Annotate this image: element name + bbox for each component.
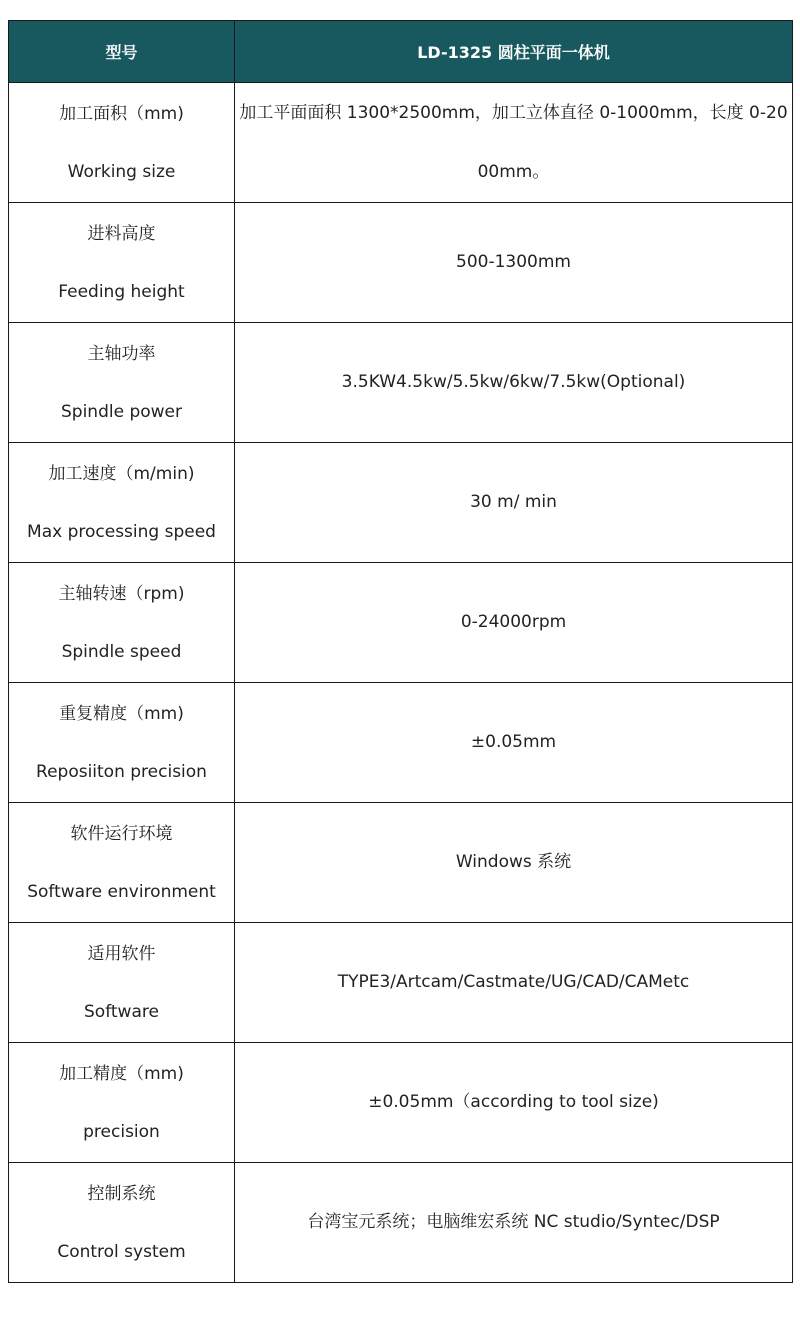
row-value-cell xyxy=(235,803,793,923)
row-value-cell xyxy=(235,1043,793,1163)
row-value-cell xyxy=(235,443,793,563)
row-value-cell xyxy=(235,83,793,203)
table-row xyxy=(9,683,793,803)
table-row xyxy=(9,203,793,323)
label-cn: 软件运行环境 xyxy=(70,823,173,844)
row-label-cell xyxy=(9,683,235,803)
value-text: 500-1300mm xyxy=(456,252,571,272)
table-row xyxy=(9,803,793,923)
value-text: 0-24000rpm xyxy=(460,612,567,632)
header-label-cell: 型号 xyxy=(9,21,235,83)
label-en: Spindle speed xyxy=(61,641,182,662)
table-row xyxy=(9,323,793,443)
value-text: TYPE3/Artcam/Castmate/UG/CAD/CAMetc xyxy=(337,972,690,992)
row-value-cell xyxy=(235,203,793,323)
header-model-cell: LD-1325 圆柱平面一体机 xyxy=(235,21,793,83)
row-label-cell xyxy=(9,443,235,563)
label-cn: 主轴转速（rpm) xyxy=(58,583,185,604)
label-cn: 进料高度 xyxy=(87,223,156,244)
label-en: Feeding height xyxy=(58,281,185,302)
table-row xyxy=(9,923,793,1043)
label-en: Max processing speed xyxy=(27,521,216,542)
row-value-cell xyxy=(235,323,793,443)
row-label-cell xyxy=(9,83,235,203)
spec-table xyxy=(8,20,793,1283)
row-label-cell xyxy=(9,803,235,923)
row-label-cell xyxy=(9,203,235,323)
label-en: Software environment xyxy=(27,881,216,902)
value-text: 台湾宝元系统；电脑维宏系统 NC studio/Syntec/DSP xyxy=(307,1212,720,1232)
label-cn: 适用软件 xyxy=(87,943,156,964)
label-cn: 加工速度（m/min) xyxy=(48,463,195,484)
row-value-cell xyxy=(235,683,793,803)
label-en: Software xyxy=(84,1001,159,1022)
label-en: Spindle power xyxy=(60,401,182,422)
row-label-cell xyxy=(9,1163,235,1283)
row-label-cell xyxy=(9,563,235,683)
label-en: Working size xyxy=(67,161,176,182)
table-header-row xyxy=(9,21,793,83)
table-row xyxy=(9,1163,793,1283)
row-value-cell xyxy=(235,1163,793,1283)
value-text: ±0.05mm xyxy=(470,732,557,752)
value-text: 3.5KW4.5kw/5.5kw/6kw/7.5kw(Optional) xyxy=(341,372,686,392)
label-cn: 控制系统 xyxy=(87,1183,156,1204)
label-en: precision xyxy=(83,1121,160,1142)
row-label-cell xyxy=(9,323,235,443)
value-text: 30 m/ min xyxy=(470,492,557,512)
value-text: 加工平面面积 1300*2500mm，加工立体直径 0-1000mm，长度 0-2000mm。 xyxy=(239,102,788,182)
label-cn: 加工精度（mm) xyxy=(59,1063,184,1084)
label-en: Control system xyxy=(57,1241,186,1262)
table-row xyxy=(9,1043,793,1163)
row-label-cell xyxy=(9,1043,235,1163)
table-row xyxy=(9,83,793,203)
label-cn: 主轴功率 xyxy=(87,343,156,364)
label-cn: 加工面积（mm) xyxy=(59,103,184,124)
label-cn: 重复精度（mm) xyxy=(59,703,184,724)
row-value-cell xyxy=(235,563,793,683)
table-row xyxy=(9,563,793,683)
value-text: Windows 系统 xyxy=(455,852,572,872)
label-en: Reposiiton precision xyxy=(36,761,207,782)
value-text: ±0.05mm（according to tool size) xyxy=(368,1092,659,1112)
table-row xyxy=(9,443,793,563)
row-value-cell xyxy=(235,923,793,1043)
row-label-cell xyxy=(9,923,235,1043)
